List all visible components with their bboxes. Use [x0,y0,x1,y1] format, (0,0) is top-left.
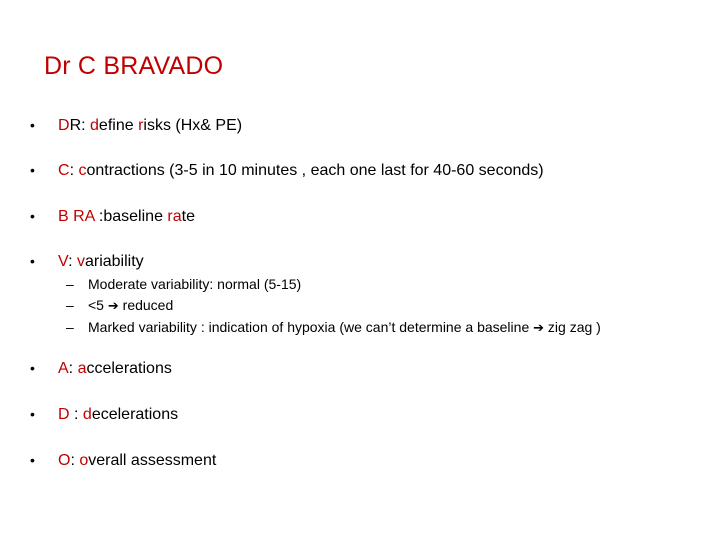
bullet-o: • O: overall assessment [30,452,217,469]
dash-icon: – [66,319,74,335]
bullet-icon: • [30,117,35,133]
bullet-icon: • [30,162,35,178]
bullet-icon: • [30,406,35,422]
sub-item-reduced: – <5 ➔ reduced [66,297,174,314]
bullet-bra: • B RA :baseline rate [30,208,195,225]
bullet-icon: • [30,452,35,468]
arrow-right-icon: ➔ [533,321,545,336]
bullet-icon: • [30,253,35,269]
bullet-d: • D : decelerations [30,406,179,423]
bullet-icon: • [30,360,35,376]
sub-item-marked: – Marked variability : indication of hypoxia (we can’t determine a baseline ➔ zig zag ) [66,319,601,336]
bullet-c: • C: contractions (3-5 in 10 minutes , each one last for 40-60 seconds) [30,162,544,179]
slide-title: Dr C BRAVADO [44,52,224,80]
bullet-icon: • [30,208,35,224]
dash-icon: – [66,276,74,292]
variability-sublist [66,274,601,339]
bullet-dr: • DR: define risks (Hx& PE) [30,117,243,134]
bullet-v: • V: variability [30,253,144,270]
sub-item-moderate: – Moderate variability: normal (5-15) [66,274,601,295]
bullet-a: • A: accelerations [30,360,172,377]
arrow-right-icon: ➔ [107,299,119,314]
dash-icon: – [66,297,74,313]
